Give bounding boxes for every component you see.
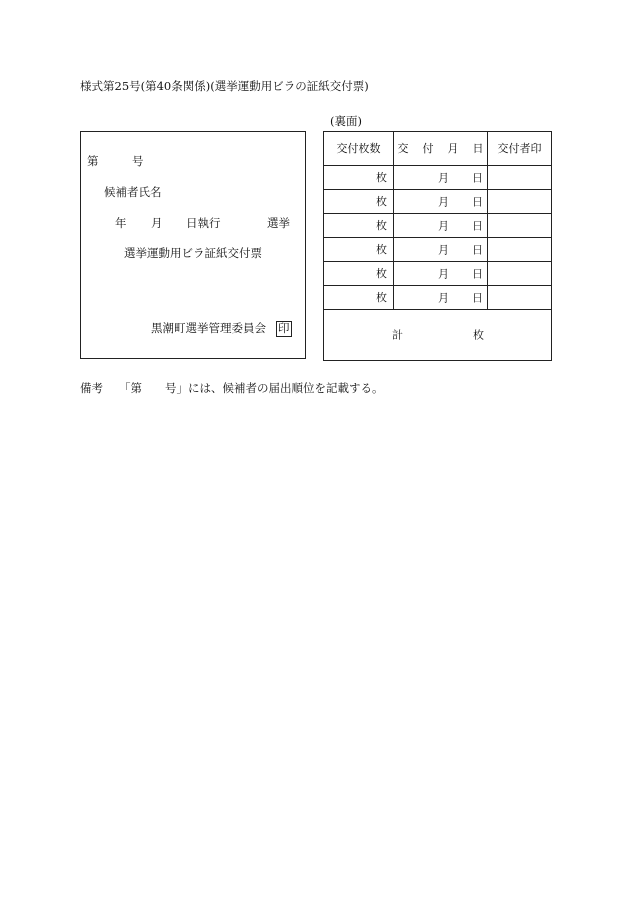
table-total-row bbox=[324, 310, 552, 361]
row-unit: 枚 bbox=[324, 286, 394, 310]
header-issuer: 交付者印 bbox=[488, 132, 552, 166]
row-date bbox=[394, 286, 488, 310]
header-date bbox=[394, 132, 488, 166]
header-date-4: 日 bbox=[472, 142, 484, 155]
table-header-row bbox=[324, 132, 552, 166]
row-day: 日 bbox=[472, 219, 483, 232]
candidate-name-label: 候補者氏名 bbox=[104, 185, 162, 199]
day-held-label: 日執行 bbox=[186, 216, 221, 230]
row-day: 日 bbox=[472, 267, 483, 280]
form-title: 様式第25号(第40条関係)(選挙運動用ビラの証紙交付票) bbox=[80, 79, 369, 93]
header-date-3: 月 bbox=[447, 142, 459, 155]
header-date-1: 交 bbox=[397, 142, 409, 155]
row-date bbox=[394, 238, 488, 262]
total-label: 計 bbox=[392, 328, 403, 342]
table-row bbox=[324, 262, 552, 286]
row-issuer bbox=[488, 238, 552, 262]
table-row bbox=[324, 190, 552, 214]
row-date bbox=[394, 262, 488, 286]
year-label: 年 bbox=[115, 216, 127, 230]
table-row bbox=[324, 214, 552, 238]
election-label: 選挙 bbox=[267, 216, 290, 230]
number-suffix: 号 bbox=[132, 154, 144, 168]
row-issuer bbox=[488, 166, 552, 190]
row-unit: 枚 bbox=[324, 262, 394, 286]
remarks-text: 「第 号」には、候補者の届出順位を記載する。 bbox=[119, 381, 384, 395]
month-label: 月 bbox=[151, 216, 163, 230]
ticket-title: 選挙運動用ビラ証紙交付票 bbox=[124, 246, 262, 260]
row-month: 月 bbox=[438, 195, 449, 208]
header-date-2: 付 bbox=[422, 142, 434, 155]
row-date bbox=[394, 166, 488, 190]
remarks-label: 備考 bbox=[80, 381, 103, 395]
row-unit: 枚 bbox=[324, 166, 394, 190]
row-month: 月 bbox=[438, 171, 449, 184]
back-label: (裏面) bbox=[330, 114, 362, 128]
remarks bbox=[80, 383, 384, 395]
row-month: 月 bbox=[438, 291, 449, 304]
table-row bbox=[324, 286, 552, 310]
row-issuer bbox=[488, 214, 552, 238]
number-prefix: 第 bbox=[87, 154, 99, 168]
row-unit: 枚 bbox=[324, 190, 394, 214]
row-month: 月 bbox=[438, 243, 449, 256]
table-row bbox=[324, 238, 552, 262]
row-date bbox=[394, 214, 488, 238]
row-month: 月 bbox=[438, 267, 449, 280]
front-card bbox=[80, 131, 306, 359]
total-cell bbox=[324, 310, 552, 361]
row-day: 日 bbox=[472, 171, 483, 184]
seal-mark: 印 bbox=[278, 321, 290, 335]
row-month: 月 bbox=[438, 219, 449, 232]
committee-name: 黒潮町選挙管理委員会 bbox=[151, 321, 266, 335]
total-unit: 枚 bbox=[473, 328, 484, 342]
committee-line bbox=[151, 321, 292, 337]
row-day: 日 bbox=[472, 243, 483, 256]
row-issuer bbox=[488, 286, 552, 310]
header-count: 交付枚数 bbox=[324, 132, 394, 166]
row-unit: 枚 bbox=[324, 214, 394, 238]
row-day: 日 bbox=[472, 195, 483, 208]
back-table bbox=[323, 131, 552, 361]
row-unit: 枚 bbox=[324, 238, 394, 262]
table-row bbox=[324, 166, 552, 190]
row-date bbox=[394, 190, 488, 214]
row-day: 日 bbox=[472, 291, 483, 304]
row-issuer bbox=[488, 262, 552, 286]
row-issuer bbox=[488, 190, 552, 214]
